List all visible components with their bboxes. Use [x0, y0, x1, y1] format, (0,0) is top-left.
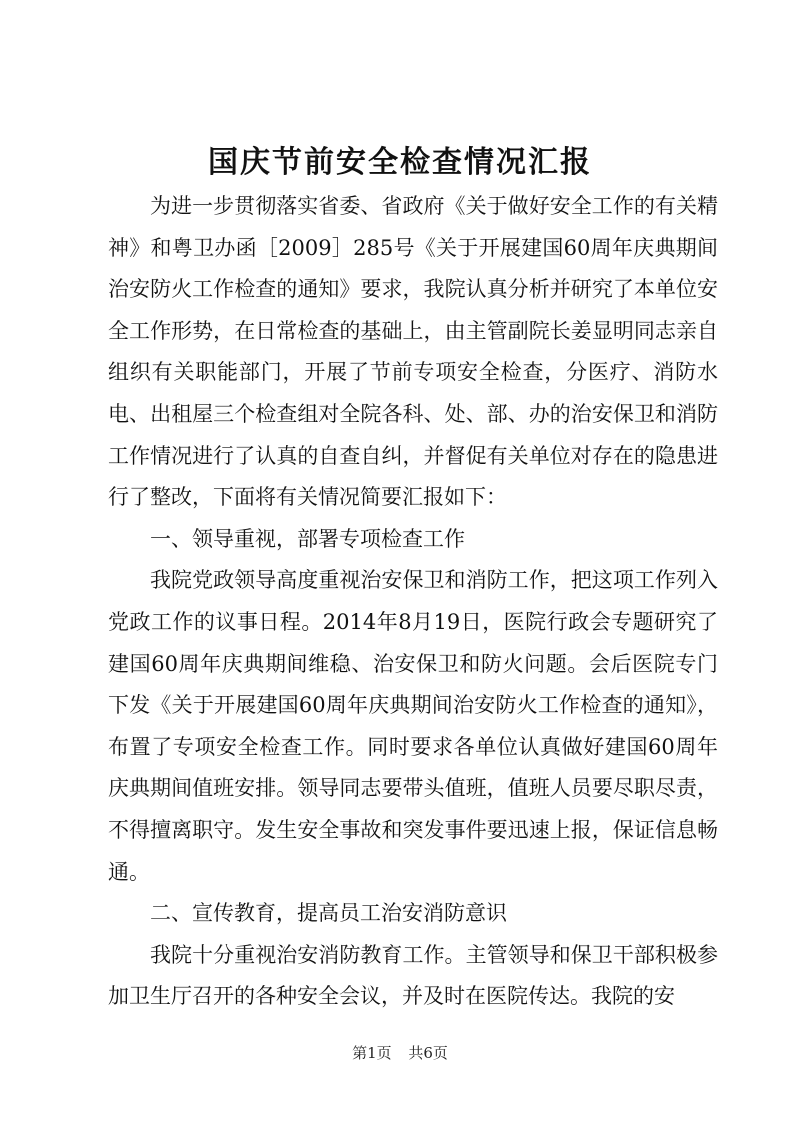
intro-paragraph: 为进一步贯彻落实省委、省政府《关于做好安全工作的有关精神》和粤卫办函［2009］285号《关于开展建国60周年庆典期间治安防火工作检查的通知》要求，我院认真分析并研究了本单位安全工作形势，在日常检查的基础上，由主管副院长姜显明同志亲自组织有关职能部门，开展了节前专项安全检查，分医疗、消防水电、出租屋三个检查组对全院各科、处、部、办的治安保卫和消防工作情况进行了认真的自查自纠，并督促有关单位对存在的隐患进行了整改，下面将有关情况简要汇报如下： — [108, 194, 718, 510]
section-heading-2: 二、宣传教育，提高员工治安消防意识 — [150, 901, 507, 926]
document-body — [108, 186, 718, 1018]
section-1-paragraph: 我院党政领导高度重视治安保卫和消防工作，把这项工作列入党政工作的议事日程。2014年8月19日，医院行政会专题研究了建国60周年庆典期间维稳、治安保卫和防火问题。会后医院专门下发《关于开展建国60周年庆典期间治安防火工作检查的通知》，布置了专项安全检查工作。同时要求各单位认真做好建国60周年庆典期间值班安排。领导同志要带头值班，值班人员要尽职尽责，不得擅离职守。发生安全事故和突发事件要迅速上报，保证信息畅通。 — [108, 568, 718, 884]
document-title: 国庆节前安全检查情况汇报 — [208, 145, 592, 180]
page-footer — [0, 1043, 800, 1063]
page-total: 共6页 — [408, 1044, 448, 1062]
page-number: 第1页 — [352, 1044, 392, 1062]
section-heading-1: 一、领导重视，部署专项检查工作 — [150, 526, 465, 551]
section-2-paragraph: 我院十分重视治安消防教育工作。主管领导和保卫干部积极参加卫生厅召开的各种安全会议，并及时在医院传达。我院的安 — [108, 942, 718, 1009]
